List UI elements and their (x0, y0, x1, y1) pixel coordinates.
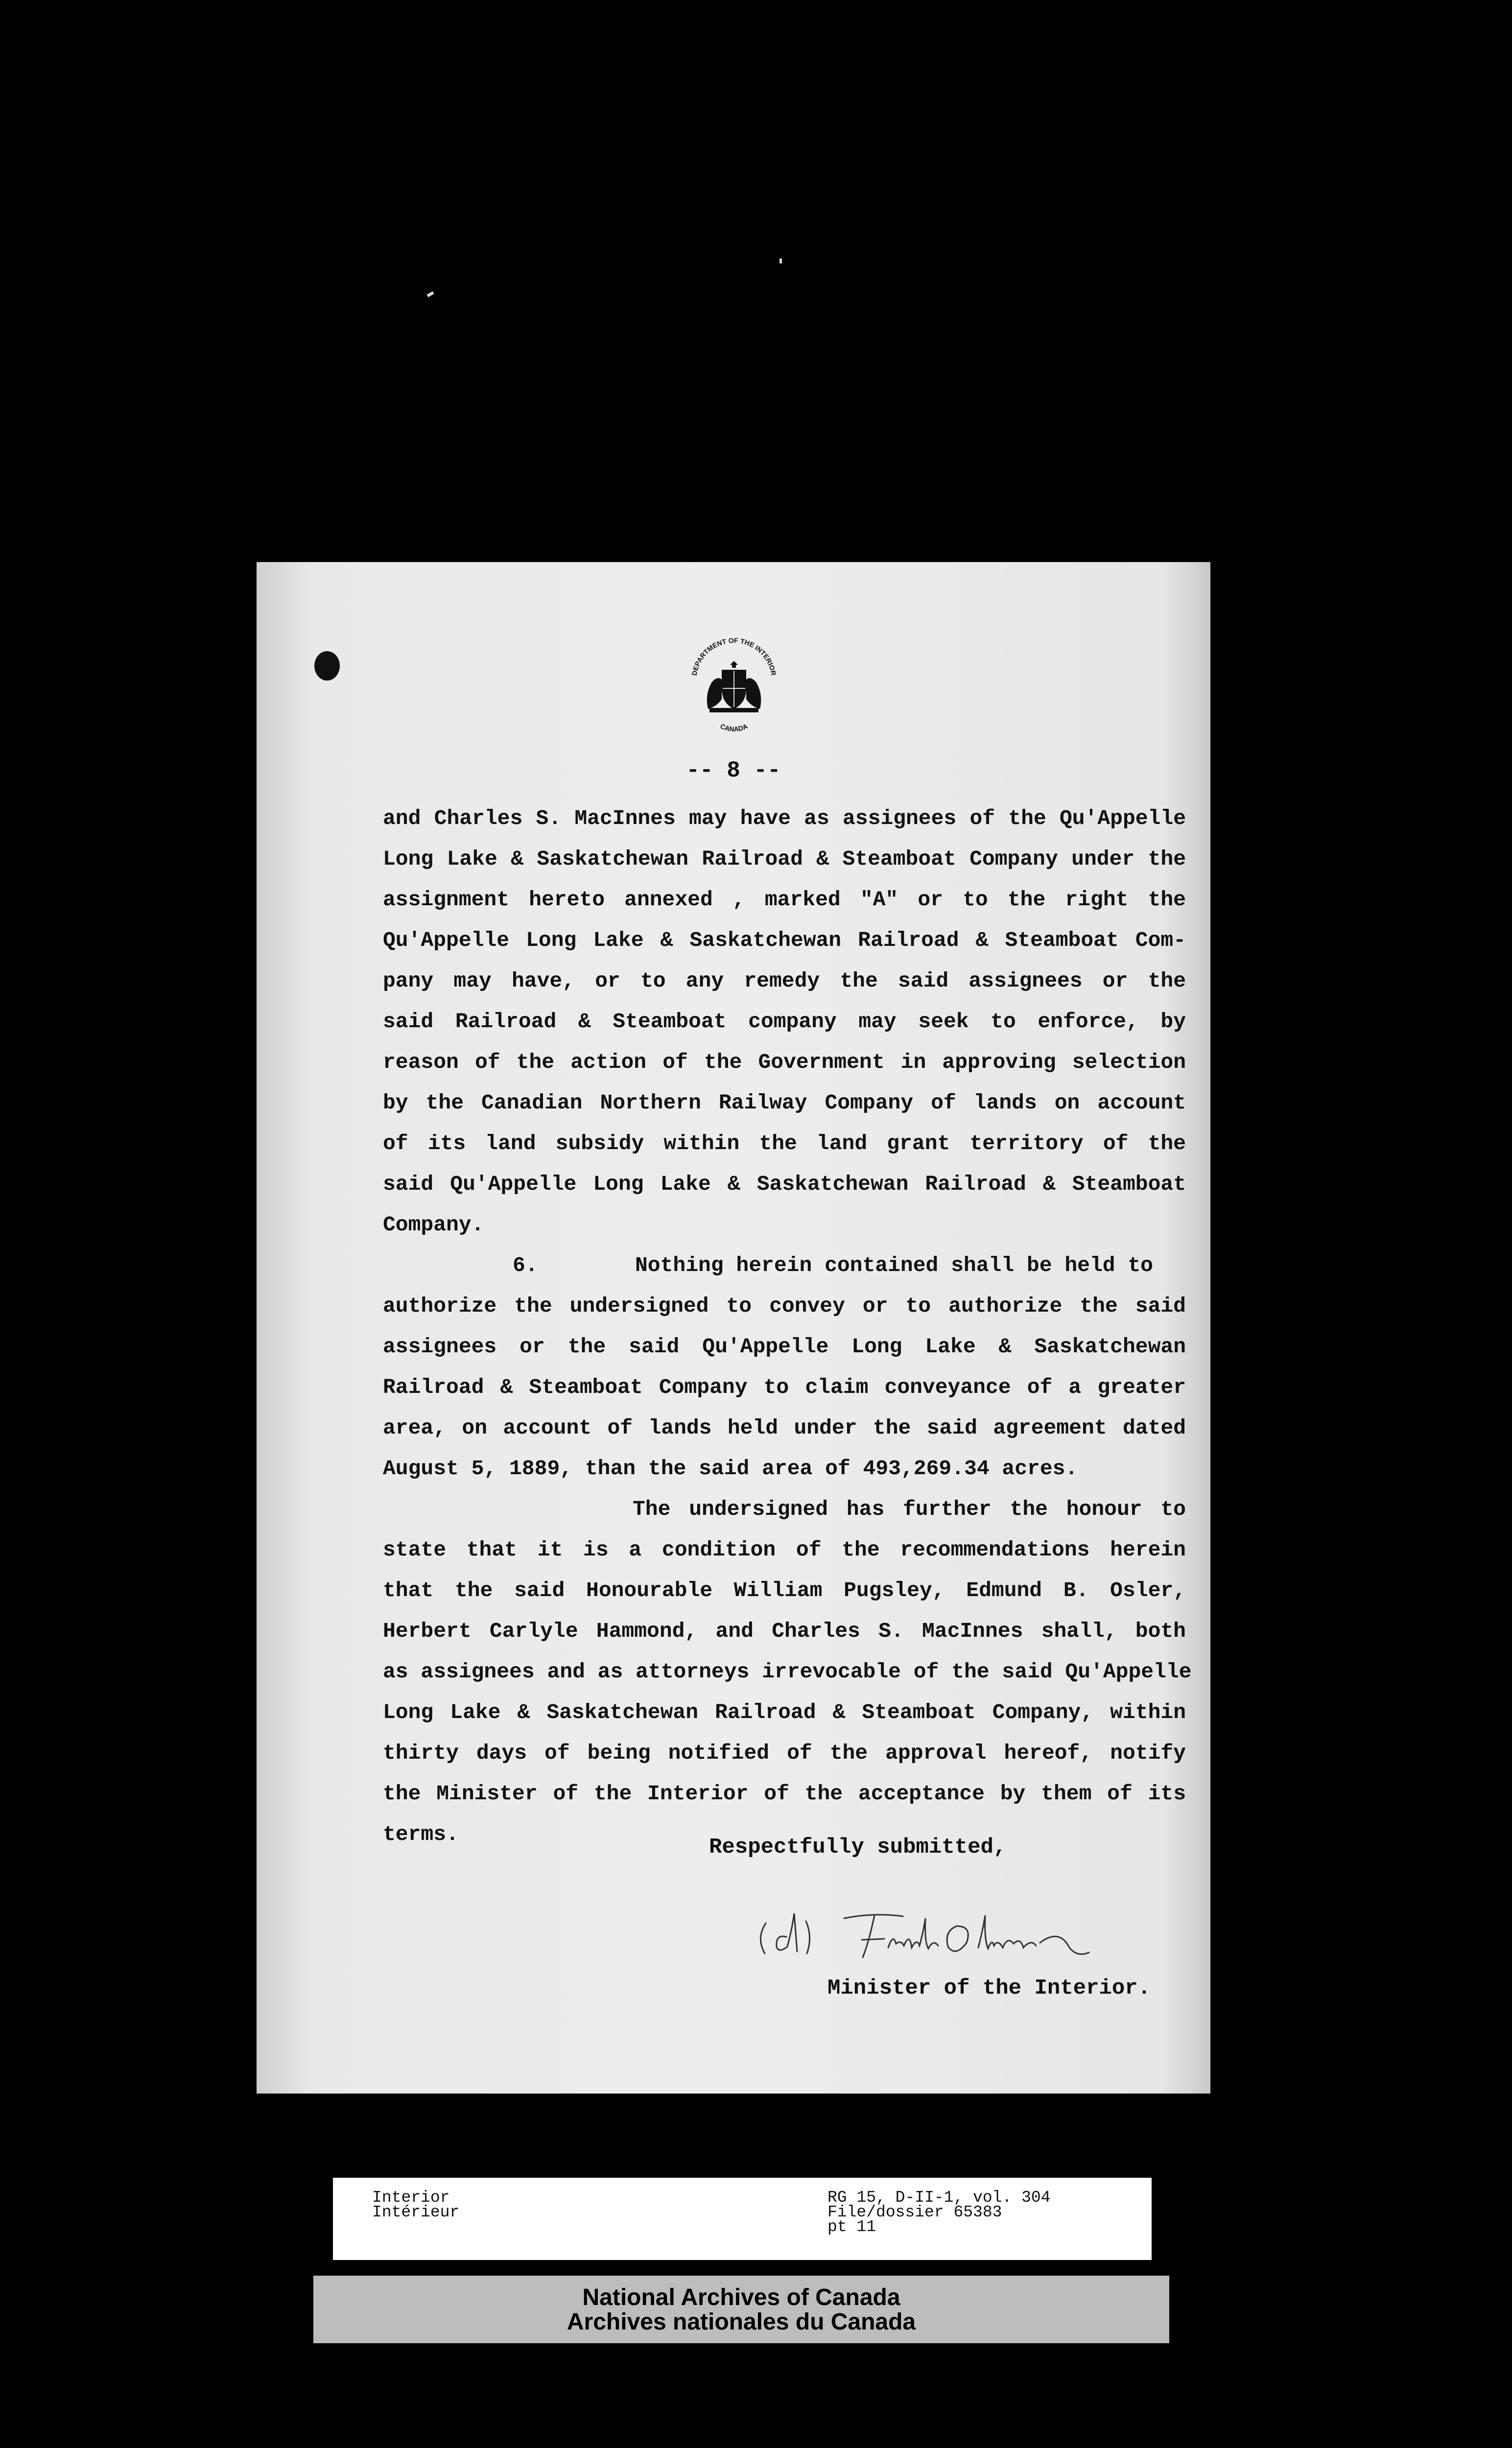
line-text: Nothing herein contained shall be held to (635, 1253, 1153, 1277)
text-line (383, 1245, 1186, 1286)
text-line (383, 1286, 1186, 1326)
reference-line-1: RG 15, D-II-1, vol. 304 (827, 2189, 1051, 2207)
text-line (383, 1204, 1186, 1245)
signature-image (746, 1899, 1118, 1972)
archives-name-fr: Archives nationales du Canada (567, 2309, 916, 2335)
line-text: Railroad & Steamboat Company to claim conveyance of a greater (383, 1375, 1186, 1399)
department-en: Interior (372, 2189, 450, 2207)
text-line (383, 839, 1186, 879)
text-line (383, 1123, 1186, 1164)
line-text: terms. (383, 1822, 459, 1846)
text-line (383, 1408, 1186, 1448)
line-text: state that it is a condition of the recommendations herein (383, 1538, 1186, 1562)
line-text: area, on account of lands held under the said agreement dated (383, 1416, 1186, 1440)
line-text: assignment hereto annexed , marked "A" or to the right the (383, 888, 1186, 912)
line-text: the Minister of the Interior of the acceptance by them of its (383, 1782, 1186, 1806)
film-speck (780, 259, 782, 263)
archival-reference (827, 2190, 1050, 2235)
crest-bottom-text: CANADA (719, 722, 749, 733)
line-text: said Railroad & Steamboat company may seek to enforce, by (383, 1010, 1186, 1034)
line-text: Long Lake & Saskatchewan Railroad & Steamboat Company under the (383, 847, 1186, 871)
svg-text:CANADA (719, 722, 749, 733)
line-text: Qu'Appelle Long Lake & Saskatchewan Railroad & Steamboat Com- (383, 928, 1186, 952)
line-text: Long Lake & Saskatchewan Railroad & Steamboat Company, within (383, 1700, 1186, 1724)
text-line (383, 961, 1186, 1001)
department-crest-icon (683, 636, 785, 733)
line-text: reason of the action of the Government in approving selection (383, 1050, 1186, 1074)
text-line (383, 920, 1186, 961)
document-page (257, 562, 1210, 2094)
punch-hole (314, 651, 340, 681)
text-line (383, 1651, 1192, 1692)
text-line (383, 1367, 1186, 1408)
text-line (383, 1692, 1186, 1733)
reference-line-2: File/dossier 65383 (827, 2203, 1002, 2221)
paragraph-number: 6. (513, 1253, 538, 1277)
line-text: pany may have, or to any remedy the said assignees or the (383, 969, 1186, 993)
line-text: Herbert Carlyle Hammond, and Charles S. MacInnes shall, both (383, 1619, 1186, 1643)
line-text: August 5, 1889, than the said area of 493,269.34 acres. (383, 1457, 1078, 1481)
reference-line-3: pt 11 (827, 2218, 876, 2236)
line-text: and Charles S. MacInnes may have as assignees of the Qu'Appelle (383, 806, 1186, 830)
text-line (383, 1164, 1186, 1204)
text-line (383, 1326, 1186, 1367)
signatory-title: Minister of the Interior. (827, 1976, 1151, 2001)
line-text: thirty days of being notified of the approval hereof, notify (383, 1741, 1186, 1765)
closing-phrase: Respectfully submitted, (709, 1835, 1007, 1860)
text-line (383, 1611, 1186, 1651)
reference-label (333, 2178, 1152, 2260)
text-line (383, 1530, 1186, 1570)
line-text: Company. (383, 1213, 484, 1237)
text-line (383, 1448, 1186, 1489)
line-text: said Qu'Appelle Long Lake & Saskatchewan Railroad & Steamboat (383, 1172, 1186, 1196)
department-names (372, 2190, 459, 2220)
line-text: assignees or the said Qu'Appelle Long Lake & Saskatchewan (383, 1335, 1186, 1359)
text-line (383, 1083, 1186, 1123)
line-text: The undersigned has further the honour to (633, 1497, 1186, 1521)
page-number: -- 8 -- (686, 758, 781, 783)
text-line (383, 1489, 1186, 1530)
text-line (383, 1773, 1186, 1814)
line-text: that the said Honourable William Pugsley, Edmund B. Osler, (383, 1578, 1186, 1602)
text-line (383, 798, 1186, 839)
text-line (383, 1733, 1186, 1773)
crest-top-text: DEPARTMENT OF THE INTERIOR (690, 636, 778, 677)
archives-name-en: National Archives of Canada (582, 2284, 900, 2310)
text-line (383, 1042, 1186, 1083)
text-line (383, 1570, 1186, 1611)
film-speck (426, 291, 434, 297)
line-text: of its land subsidy within the land grant territory of the (383, 1131, 1186, 1155)
line-text: authorize the undersigned to convey or to authorize the said (383, 1294, 1186, 1318)
line-text: by the Canadian Northern Railway Company of lands on account (383, 1091, 1186, 1115)
department-fr: Intérieur (372, 2203, 460, 2221)
archives-banner (313, 2276, 1169, 2343)
text-line (383, 879, 1186, 920)
line-text: as assignees and as attorneys irrevocable of the said Qu'Appelle (383, 1660, 1192, 1684)
body-text (383, 798, 1192, 1855)
text-line (383, 1001, 1186, 1042)
